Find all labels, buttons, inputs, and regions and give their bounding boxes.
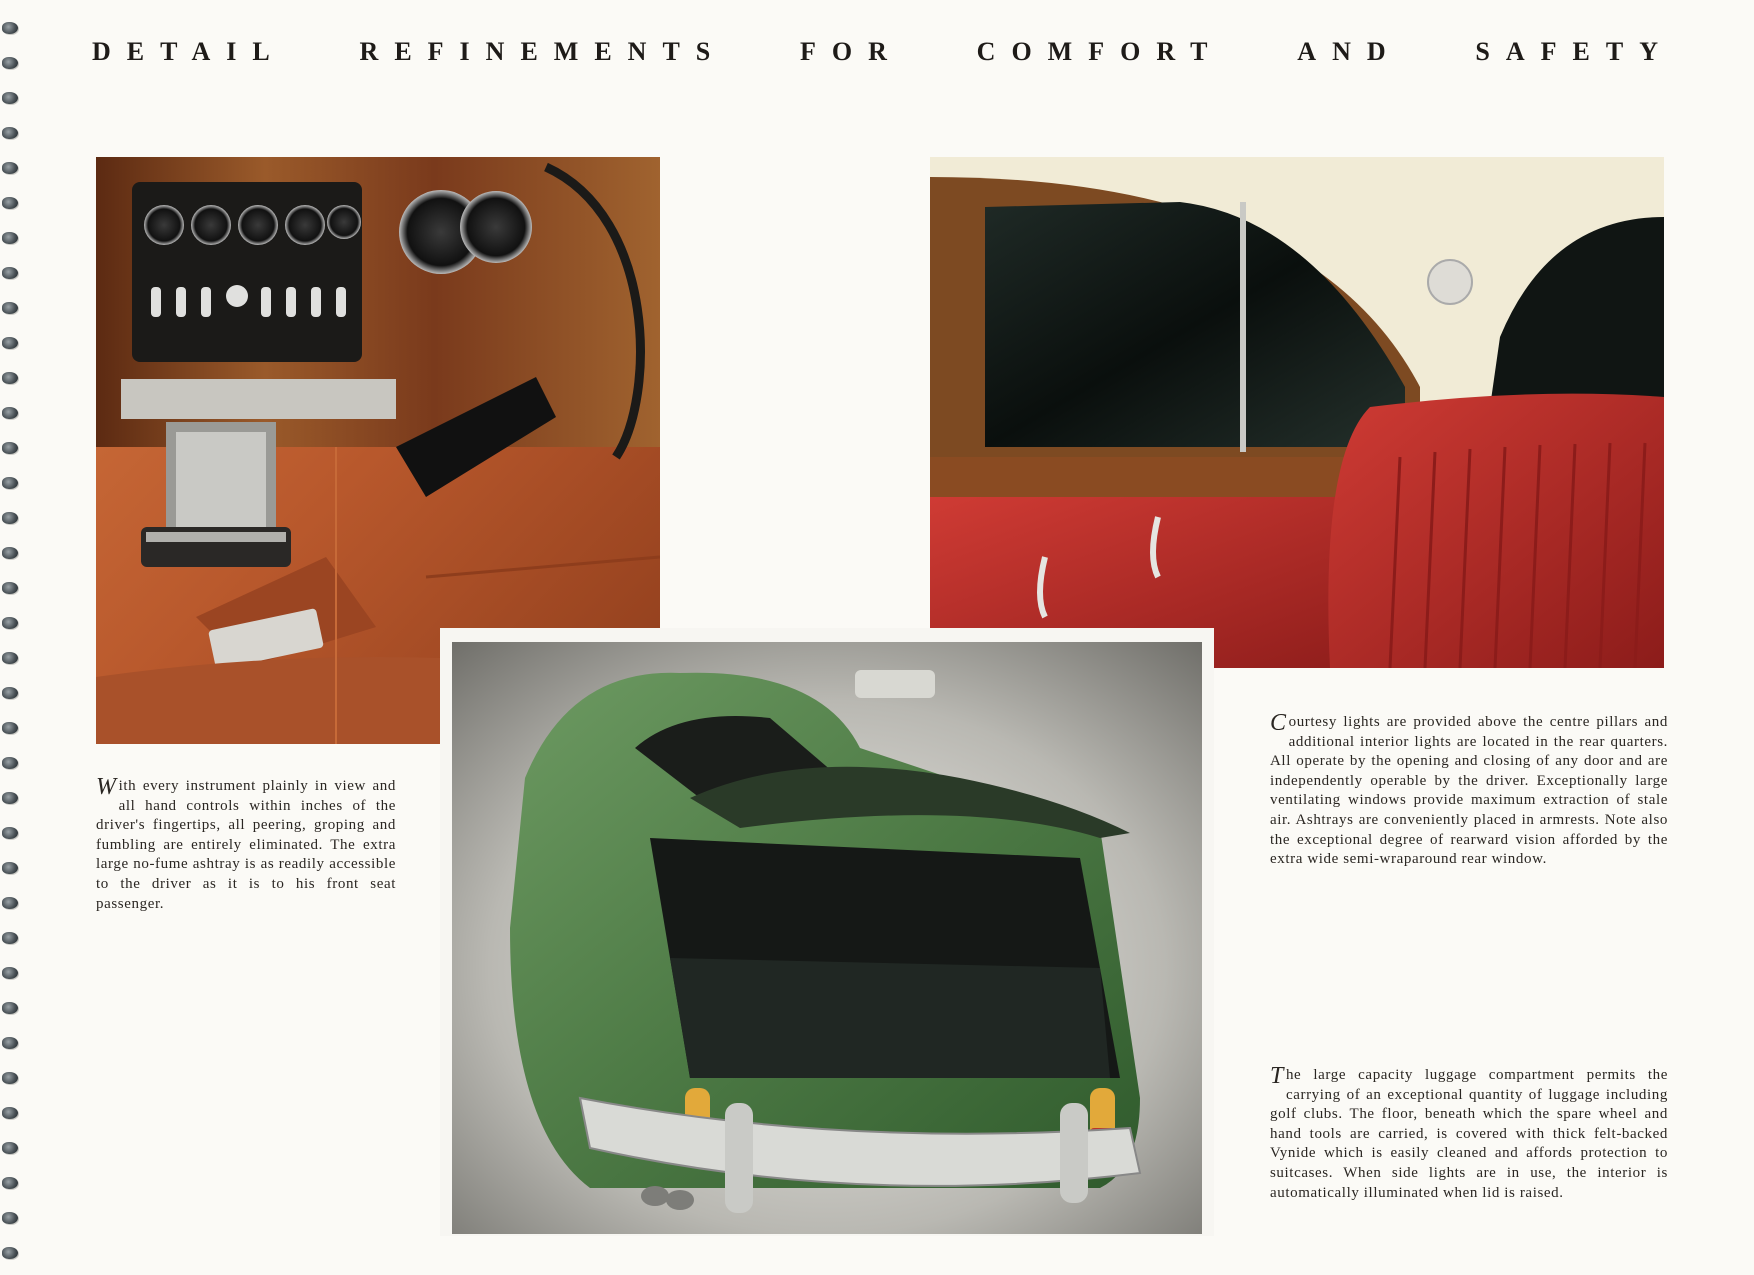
caption-text: ith every instrument plainly in view and all hand controls within inches of the driver's fingertips, all peering, groping and fumbling are entirely eliminated. The extra large no-fume ashtray is as readily accessible to the driver as it is to his front seat passenger. — [96, 778, 396, 912]
caption-dropcap: W — [96, 774, 117, 800]
binding-ring — [2, 862, 18, 874]
binding-ring — [2, 932, 18, 944]
luggage-illustration — [440, 628, 1214, 1236]
binding-ring — [2, 757, 18, 769]
binding-ring — [2, 1212, 18, 1224]
caption-interior — [1270, 710, 1668, 870]
interior-illustration — [930, 157, 1664, 668]
binding-ring — [2, 582, 18, 594]
page-heading — [92, 36, 1674, 68]
binding-ring — [2, 337, 18, 349]
binding-ring — [2, 1247, 18, 1259]
binding-ring — [2, 1037, 18, 1049]
binding-ring — [2, 1177, 18, 1189]
binding-ring — [2, 1107, 18, 1119]
heading-word: DETAIL — [92, 37, 286, 66]
binding-ring — [2, 617, 18, 629]
binding-ring — [2, 57, 18, 69]
binding-ring — [2, 92, 18, 104]
binding-ring — [2, 407, 18, 419]
binding-ring — [2, 442, 18, 454]
caption-text: he large capacity luggage compartment permits the carrying of an exceptional quantity of luggage including golf clubs. The floor, beneath which the spare wheel and hand tools are carried, is covered with thick felt-backed Vynide which is easily cleaned and affords protection to suitcases. When side lights are in use, the interior is automatically illuminated when lid is raised. — [1270, 1067, 1668, 1201]
heading-word: REFINEMENTS — [359, 37, 727, 66]
binding-ring — [2, 162, 18, 174]
binding-ring — [2, 267, 18, 279]
spiral-binding — [0, 0, 22, 1275]
heading-word: SAFETY — [1475, 37, 1674, 66]
binding-ring — [2, 827, 18, 839]
binding-ring — [2, 232, 18, 244]
binding-ring — [2, 302, 18, 314]
binding-ring — [2, 477, 18, 489]
caption-dropcap: C — [1270, 710, 1287, 736]
binding-ring — [2, 1142, 18, 1154]
heading-word: AND — [1297, 37, 1402, 66]
caption-dashboard — [96, 774, 396, 914]
binding-ring — [2, 967, 18, 979]
heading-word: FOR — [800, 37, 903, 66]
caption-dropcap: T — [1270, 1063, 1284, 1089]
binding-ring — [2, 687, 18, 699]
binding-ring — [2, 897, 18, 909]
binding-ring — [2, 1072, 18, 1084]
binding-ring — [2, 197, 18, 209]
binding-ring — [2, 792, 18, 804]
caption-luggage — [1270, 1063, 1668, 1203]
binding-ring — [2, 722, 18, 734]
binding-ring — [2, 372, 18, 384]
binding-ring — [2, 127, 18, 139]
binding-ring — [2, 547, 18, 559]
binding-ring — [2, 512, 18, 524]
binding-ring — [2, 652, 18, 664]
binding-ring — [2, 1002, 18, 1014]
caption-text: ourtesy lights are provided above the centre pillars and additional interior lights are located in the rear quarters. All operate by the opening and closing of any door and are independently operable by the driver. Exceptionally large ventilating windows provide maximum extraction of stale air. Ashtrays are conveniently placed in armrests. Note also the exceptional degree of rearward vision afforded by the extra wide semi-wraparound rear window. — [1270, 714, 1668, 868]
heading-word: COMFORT — [976, 37, 1224, 66]
binding-ring — [2, 22, 18, 34]
